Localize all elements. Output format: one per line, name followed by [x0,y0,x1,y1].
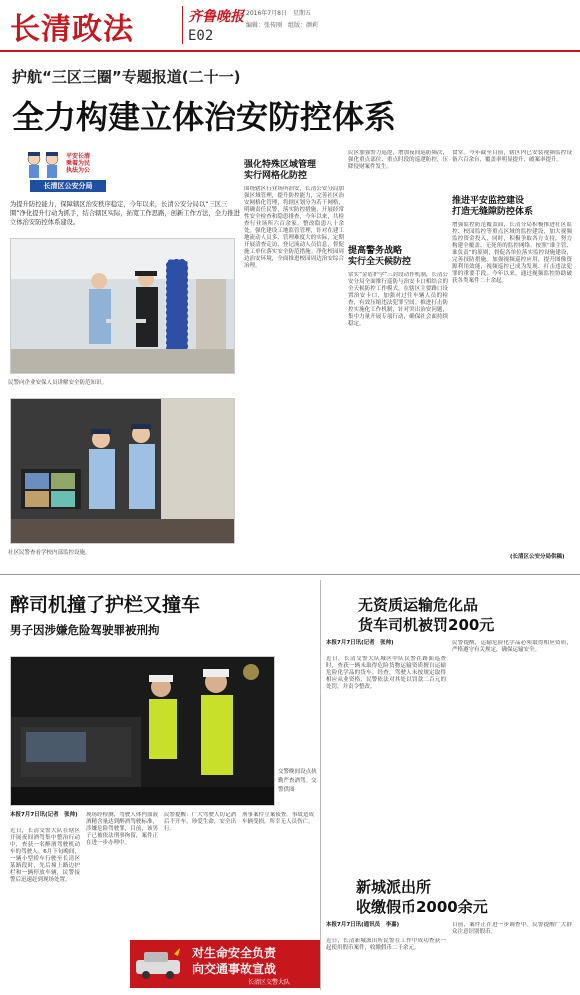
col4-heading [452,196,572,218]
drunk-body-1: 近日，长清交警大队在辖区开展夜间酒驾集中整治行动中，查获一名醉酒驾驶机动车的驾驶人。6月下旬晚间，一辆小型轿车行驶至长清区某路段时，先后撞上路边护栏和一辆停放车辆，民警接警后迅速赶到现场处置。 [10,828,80,883]
traffic-safety-banner [130,940,320,988]
date-line: 2016年7月8日 星期五 [246,10,311,17]
drunk-headline: 醉司机撞了护栏又撞车 [10,594,201,616]
photo1-caption: 民警向企业安保人员讲解安全防范知识。 [8,380,108,386]
police-mascot-icon [24,150,64,180]
money-headline: 新城派出所 [356,878,432,896]
col3-body: 常实“金盾护学”三封段动作机制，长清公安分局全面推行巡防与治安卡口相结合的全天候防控工作模式，在辖区主要路口设置治安卡口，加强对过往车辆人员的检查，有效压缩违法犯罪空间。推进打击防控实施化工作机制，针对突出治安问题，集中力量开展专项行动，确保社会面持续稳定。 [348,272,448,327]
banner-signature: 长清区交警大队 [248,979,291,986]
photo-training [10,238,235,374]
drunk-body-3: 民警提醒：广大驾驶人切记酒后不开车，珍爱生命，安全出行。 [164,812,236,832]
cargo-dateline: 本报7月7日讯(记者 张帅) [326,640,394,646]
drunk-photo-caption: 交警晚间设点执勤严查酒驾。交警供图 [278,769,317,793]
drunk-body-4: 刑事案件立案侦查。事故造成车辆受损，所幸无人员伤亡。 [242,812,314,825]
col2-body: 围绕辖区行业场所治安，长清公安分局加强区域管理，提升防控能力，完善社区治安网格化管理，将辖区划分为若干网格，明确责任民警，落实防控措施，开展经常性安全检查和隐患排查，今年以来，共检查行业场所六百余家，整改隐患八十余处。强化建设工地监管管理，针对在建工地流动人员多、管理难度大的实际，定期开展清查走访，登记流动人员信息，督促施工单位落实安全防范措施。净化校园周边治安环境，全面推进校园周边治安综合治理。 [244,186,344,269]
cargo-headline-2: 货车司机被罚200元 [358,616,495,634]
col3-heading [348,246,448,268]
feature-kicker: 护航“三区三圈”专题报道(二十一) [12,68,241,86]
paper-logo: 齐鲁晚报 [188,9,244,25]
feature-headline: 全力构建立体治安防控体系 [12,98,397,136]
col2-heading-line: 实行网格化防控 [244,171,308,181]
drunk-dateline: 本报7月7日讯(记者 张帅) [10,812,78,818]
column-divider [320,580,321,990]
masthead-rule [0,50,580,52]
drunk-body-2: 现场经检测，驾驶人体内血液酒精含量达到醉酒驾驶标准，涉嫌危险驾驶罪，目前，该男子已被依法刑事拘留，案件正在进一步办理中。 [86,812,158,846]
money-body-2: 目前，案件正在进一步调查中。民警提醒广大群众注意识别假币。 [452,922,572,935]
col4-heading-line: 推进平安监控建设 [452,196,525,206]
crashed-car-icon [134,946,184,982]
col3-heading-line: 实行全天候防控 [348,257,412,267]
money-dateline: 本报7月7日讯(通讯员 李嘉) [326,922,400,928]
col3-body-top: 民区加强警力巡逻，增加夜间巡防频次，强化重点部位、重点时段的巡逻防控，压降侵财案件发生。 [348,150,448,170]
photo-monitor [10,398,235,544]
col4-body-top: 食堂。今年截至目前，辖区内已安装视频监控设备六百余台，覆盖率明显提升，破案率提升。 [452,150,572,163]
cargo-body-2: 民警提醒，运输危险化学品必须取得相应资质，严格遵守有关规定，确保运输安全。 [452,640,572,653]
photo2-caption: 社区民警查看学校内部监控设施。 [8,550,91,556]
col2-heading [244,160,344,182]
section-divider [0,574,580,575]
section-title: 长清政法 [10,12,134,47]
editor-line: 编辑：张传刚 组版：颜莉 [246,22,319,29]
photo-traffic-police [10,656,275,806]
money-headline-2: 收缴假币2000余元 [356,898,488,916]
drunk-subhead: 男子因涉嫌危险驾驶罪被刑拘 [10,623,160,637]
col4-body: 增强监控防范覆盖面，长清分局积极推进社区监控、校园监控等重点区域的监控建设，加大视频监控资金投入，同时，积极争取各方支持，努力构建全覆盖、无死角的监控网络。按照“谁主管、谁负责”的原则，督促各单位落实监控设施建设，完善技防措施。加强视频巡控应用，提升图像资源利用效能，视频巡控已成为发现、打击违法犯罪的重要手段。今年以来，通过视频监控协助破获各类案件二十余起。 [452,222,572,284]
masthead-divider [182,6,183,44]
page-code: E02 [188,28,214,44]
masthead [0,0,580,50]
badge-slogan-line: 乘着为民 [66,160,91,167]
col3-heading-line: 提高警务战略 [348,246,403,256]
banner-line-1: 对生命安全负责 [192,946,277,960]
cargo-body-1: 近日，长清交警大队城区中队民警在路面巡查时，查获一辆未取得危险货物运输资质擅自运输危险化学品的货车。经查，驾驶人未按规定取得相应从业资格，民警依法对其处以罚款二百元的处罚，并责令整改。 [326,656,446,690]
badge-slogan-line: 执法为公 [66,167,91,174]
badge-slogan-line: 平安长清 [66,153,91,160]
feature-lead: 为提升防控能力，保障辖区治安秩序稳定，今年以来，长清公安分局以“三区三圈”净化提升行动为抓手，结合辖区实际，拓宽工作思路，创新工作方法，全力推进立体治安防控体系建设。 [10,201,240,226]
col2-heading-line: 强化特殊区域管理 [244,160,317,170]
money-body-1: 近日，长清新城派出所民警在工作中成功查获一起使用假币案件，收缴假币二千余元。 [326,938,446,951]
col4-heading-line: 打造无缝隙防控体系 [452,207,534,217]
banner-line-2: 向交通事故宣战 [192,962,277,976]
badge-slogan [66,153,90,174]
badge-bar: 长清区公安分局 [30,180,106,192]
col4-signature: (长清区公安分局供稿) [510,554,565,560]
cargo-headline: 无资质运输危化品 [358,596,479,614]
